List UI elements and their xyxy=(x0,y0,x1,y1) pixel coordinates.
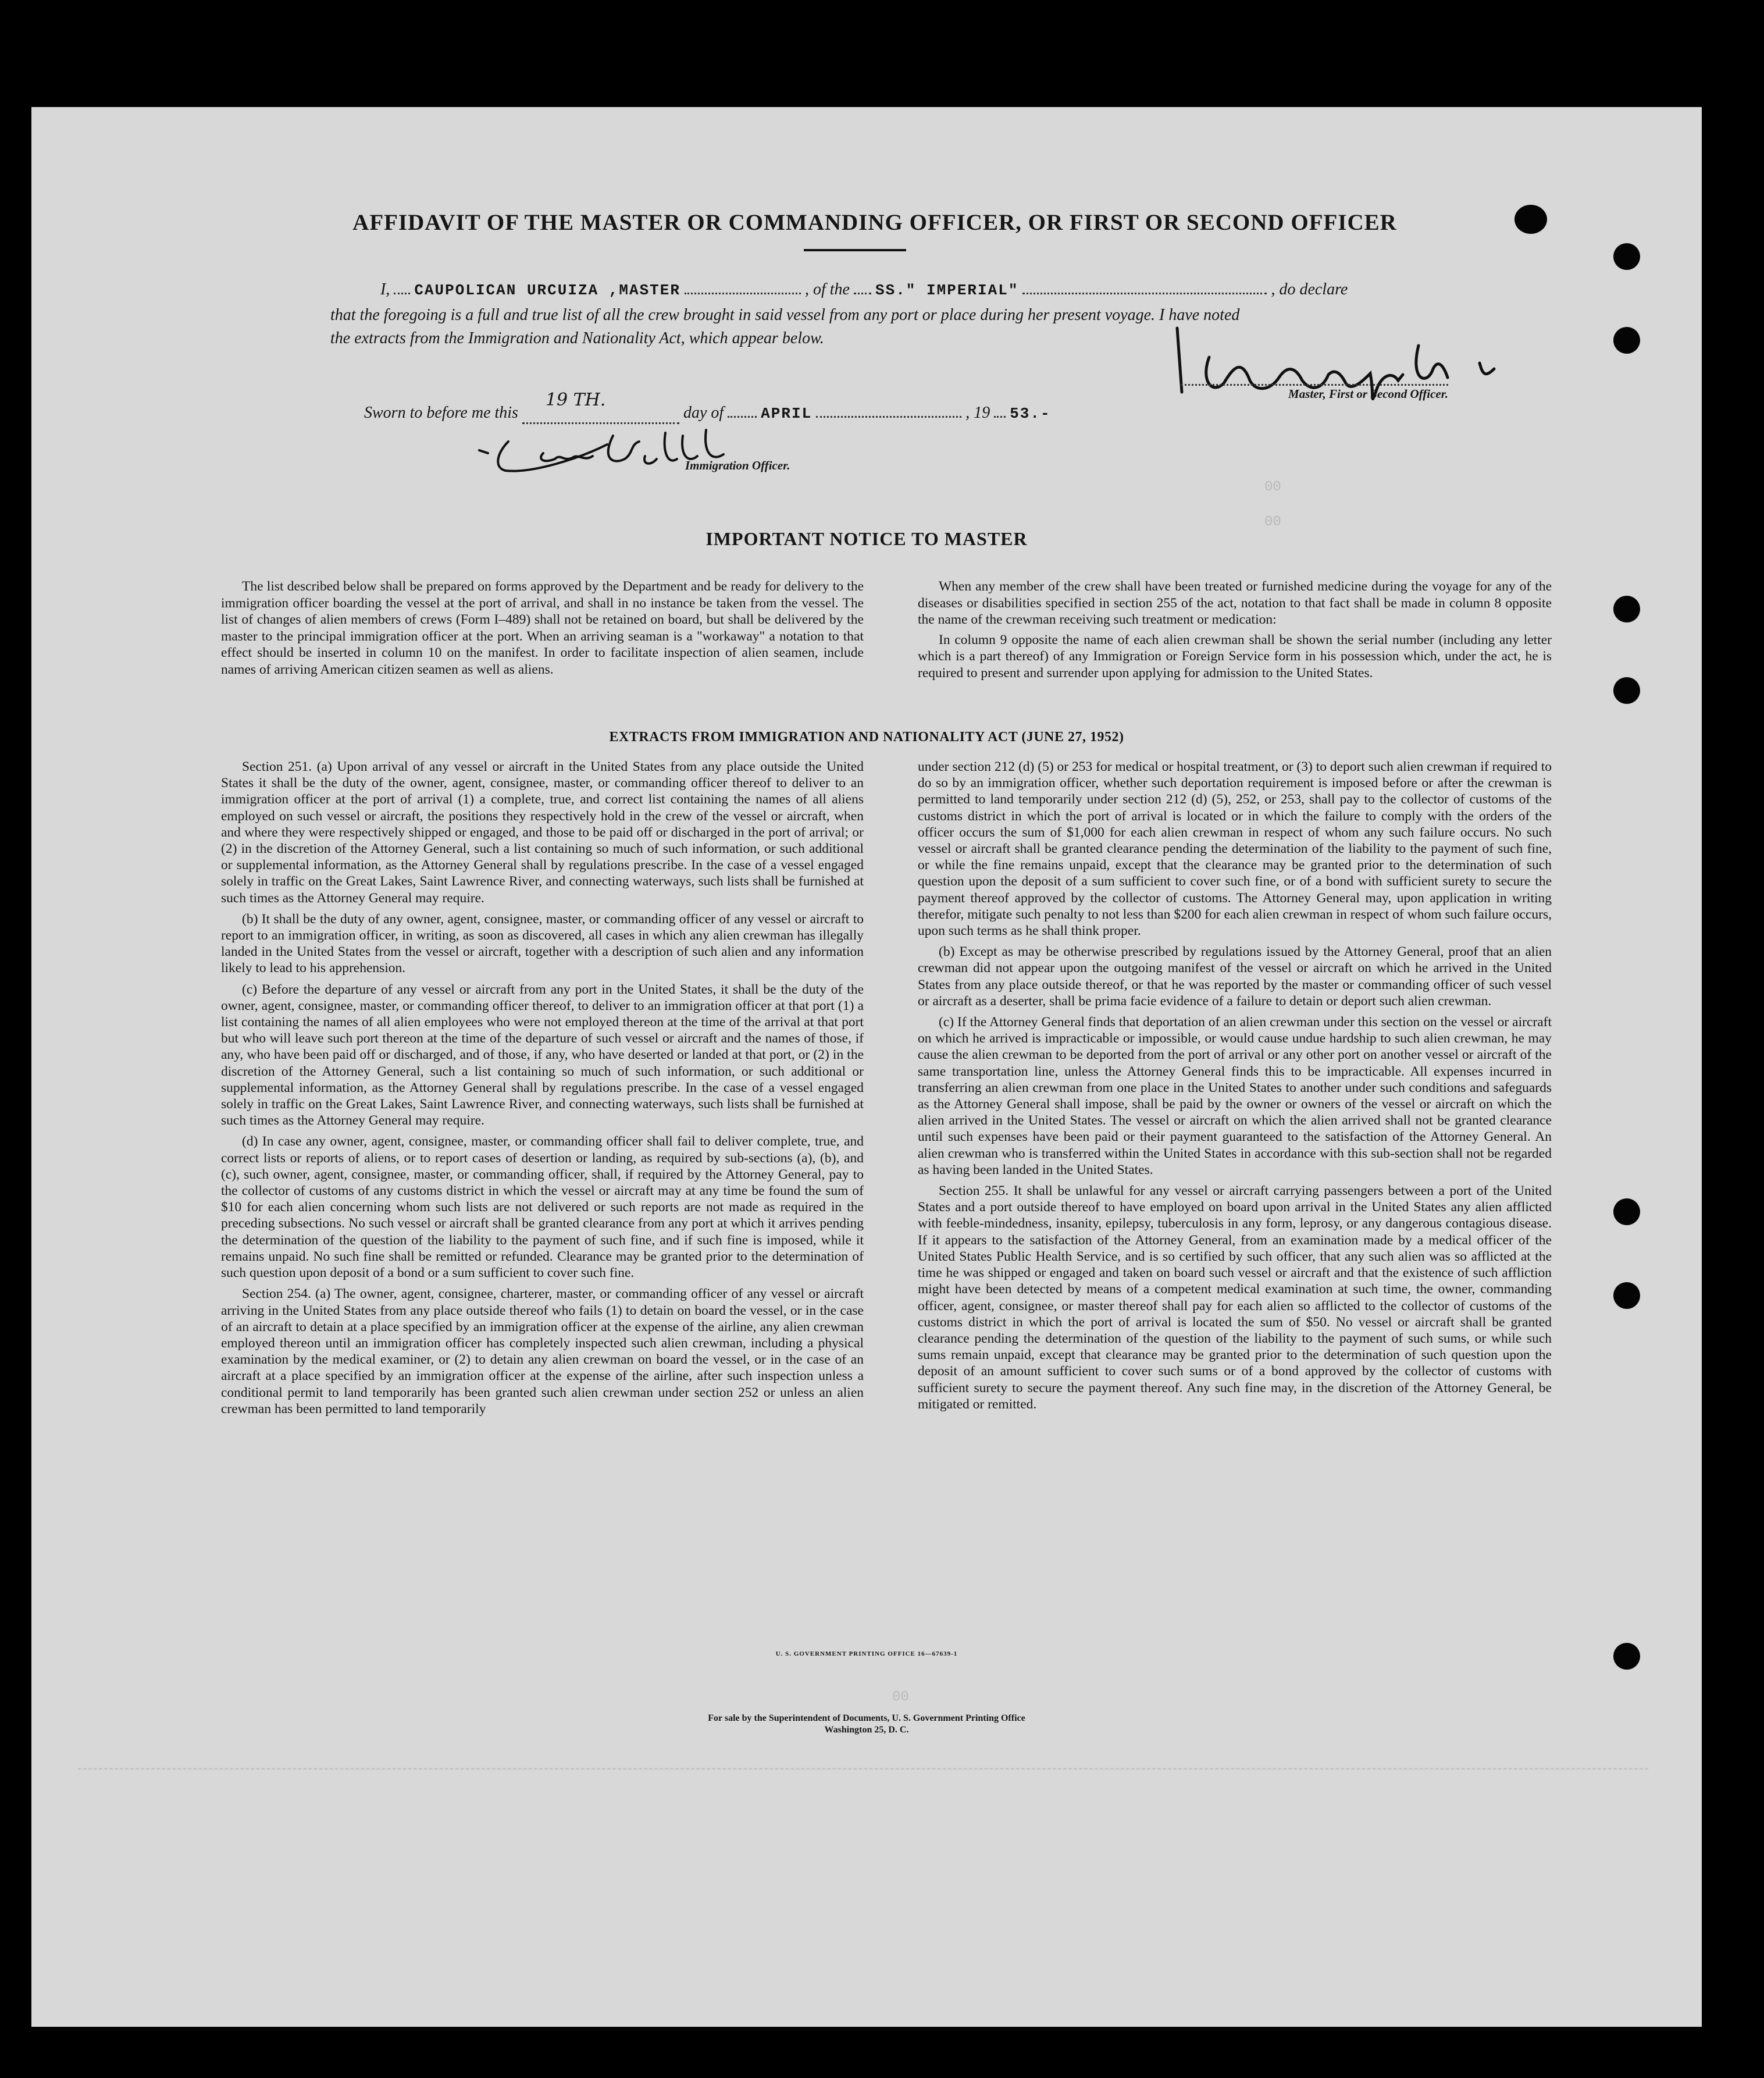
edge-mark xyxy=(78,1768,1648,1770)
extract-paragraph: Section 254. (a) The owner, agent, consignee, charterer, master, or commanding officer of any vessel or aircraft arriving in the United States from any place outside thereof who fails (1) to detain on board the vessel, or in the case of an aircraft to detain at a place specified by an immigration officer at the expense of the airline, any alien crewman employed thereon until an immigration officer has completely inspected such alien crewman, including a physical examination by the medical examiner, or (2) to detain any alien crewman on board the vessel, or in the case of an aircraft at a place specified by an immigration officer at the expense of the airline, after such inspection unless a conditional permit to land temporarily has been granted such alien crewman under section 252 or unless an alien crewman has been permitted to land temporarily xyxy=(221,1286,864,1417)
document-title: AFFIDAVIT OF THE MASTER OR COMMANDING OFFICER, OR FIRST OR SECOND OFFICER xyxy=(352,210,1397,235)
extract-paragraph: (c) Before the departure of any vessel or aircraft from any port in the United States, it shall be the duty of the owner, agent, consignee, master, or commanding officer thereof, to deliver to an immigration officer at that port (1) a list containing the names of all alien employees who were not employed thereon at the time of the arrival at that port but who will leave such port thereon at the time of the departure of such vessel or aircraft and the names of those, if any, who have been paid off or discharged, and of those, if any, who have deserted or landed at that port, or (2) in the discretion of the Attorney General, such a list containing so much of such information, or such additional or supplemental information, as the Attorney General shall by regulations prescribe. In the case of a vessel engaged solely in traffic on the Great Lakes, Saint Lawrence River, and connecting waterways, such lists shall be furnished at such times as the Attorney General may require. xyxy=(221,981,864,1129)
day-of-text: day of xyxy=(683,404,724,422)
extract-paragraph: (c) If the Attorney General finds that deportation of an alien crewman under this section on the vessel or aircraft on which he arrived is impracticable or impossible, or would cause undue hardship to such alien crewman, he may cause the alien crewman to be deported from the port of arrival or any other port on another vessel or aircraft of the same transportation line, unless the Attorney General finds this to be impracticable. All expenses incurred in transferring an alien crewman from one place in the United States to another under such conditions and safeguards as the Attorney General shall impose, shall be paid by the owner or owners of the vessel or aircraft on which the alien arrived in the United States. The vessel or aircraft on which the alien arrived shall not be granted clearance until such expenses have been paid or their payment guaranteed to the satisfaction of the Attorney General. An alien crewman who is transferred within the United States in accordance with this sub-section shall not be regarded as having been landed in the United States. xyxy=(918,1015,1552,1177)
dotted-leader xyxy=(854,293,871,294)
notice-paragraph: In column 9 opposite the name of each alien crewman shall be shown the serial number (including any letter which is a part thereof) of any Immigration or Foreign Service form in his possession which, under the act, he is required to present and surrender upon applying for admission to the United States. xyxy=(918,632,1552,681)
extract-paragraph: (b) Except as may be otherwise prescribed by regulations issued by the Attorney General, proof that an alien crewman did not appear upon the outgoing manifest of the vessel or aircraft on which he arrived in the United States from any place outside thereof, or that he was reported by the master or commanding officer of such vessel or aircraft as a deserter, shall be prima facie evidence of a failure to detain or deport such alien crewman. xyxy=(918,944,1552,1009)
sworn-prefix: Sworn to before me this xyxy=(364,404,518,422)
sworn-day: 19 TH. xyxy=(545,390,606,410)
extract-paragraph: Section 255. It shall be unlawful for any vessel or aircraft carrying passengers between a port of the United States and a port outside thereof to have employed on board upon arrival in the United States any alien afflicted with feeble-mindedness, insanity, epilepsy, tuberculosis in any form, leprosy, or any dangerous contagious disease. If it appears to the satisfaction of the Attorney General, from an examination made by a medical officer of the United States Public Health Service, and is so certified by such officer, that any such alien was so afflicted at the time he was shipped or engaged and taken on board such vessel or aircraft and that the existence of such affliction might have been detected by means of a competent medical examination at such time, the owner, commanding officer, agent, consignee, or master thereof shall pay for each alien so afflicted to the collector of customs of the customs district in which the port of arrival is located the sum of $50. No vessel or aircraft shall be granted clearance pending the determination of the question of the liability to the payment of such sums, or while such sums remain unpaid, except that clearance may be granted prior to the determination of such question upon the deposit of an amount sufficient to cover such sums or of a bond approved by the collector of customs with sufficient surety to secure the payment thereof. Any such fine may, in the discretion of the Attorney General, be mitigated or remitted. xyxy=(918,1183,1552,1412)
notice-left-column xyxy=(221,578,864,678)
punch-hole xyxy=(1613,1643,1640,1670)
title-rule xyxy=(804,249,906,251)
notice-right-column xyxy=(918,578,1552,682)
document-page xyxy=(31,107,1702,2027)
punch-hole xyxy=(1613,1198,1640,1225)
extracts-title: EXTRACTS FROM IMMIGRATION AND NATIONALITY ACT (JUNE 27, 1952) xyxy=(609,730,1124,745)
immigration-officer-caption: Immigration Officer. xyxy=(685,458,790,472)
of-the-text: , of the xyxy=(805,280,850,298)
declarant-name: CAUPOLICAN URCUIZA ,MASTER xyxy=(414,282,680,299)
extract-paragraph: under section 212 (d) (5) or 253 for medical or hospital treatment, or (3) to deport such alien crewman if required to do so by an immigration officer, whether such deportation requirement is imposed before or after the crewman is permitted to land temporarily under section 212 (d) (5), 252, or 253, shall pay to the collector of customs of the customs district in which the port of arrival is located or in which the failure to comply with the orders of the officer occurs the sum of $1,000 for each alien crewman in respect of whom any such failure occurs. No such vessel or aircraft shall be granted clearance pending the determination of the liability to the payment of such fine, or while the fine remains unpaid, except that the clearance may be granted prior to the determination of such question upon the deposit of a sum sufficient to cover such fine, or of a bond with sufficient surety to secure the payment thereof approved by the collector of customs. The Attorney General may, upon application in writing therefor, mitigate such penalty to not less than $200 for each alien crewman in respect of whom such failure occurs, upon such terms as he shall think proper. xyxy=(918,759,1552,939)
dotted-leader xyxy=(685,293,801,294)
master-signature xyxy=(1154,322,1514,415)
dotted-leader xyxy=(1022,293,1267,294)
punch-hole xyxy=(1514,205,1547,234)
declaration-prefix: I, xyxy=(380,280,390,298)
dotted-leader xyxy=(728,416,757,418)
dotted-leader xyxy=(816,416,961,418)
sale-notice-line-1: For sale by the Superintendent of Documents, U. S. Government Printing Office xyxy=(708,1713,1025,1723)
sworn-month: APRIL xyxy=(761,405,812,422)
punch-hole xyxy=(1613,243,1640,270)
bleed-through-texture: 00 xyxy=(892,1689,909,1705)
year-prefix: , 19 xyxy=(965,404,990,422)
declaration-line-1 xyxy=(380,280,1485,299)
extract-paragraph: Section 251. (a) Upon arrival of any vessel or aircraft in the United States from any place outside the United States it shall be the duty of the owner, agent, consignee, master, or commanding officer thereof to deliver to an immigration officer at the port of arrival (1) a complete, true, and correct list containing the names of all aliens employed on such vessel or aircraft, the positions they respectively hold in the crew of the vessel or aircraft, when and where they were respectively shipped or engaged, and those to be paid off or discharged in the port of arrival; or (2) in the discretion of the Attorney General, such a list containing so much of such information, or such additional or supplemental information, as the Attorney General shall by regulations prescribe. In the case of a vessel engaged solely in traffic on the Great Lakes, Saint Lawrence River, and connecting waterways, such lists shall be furnished at such times as the Attorney General may require. xyxy=(221,759,864,906)
notice-paragraph: When any member of the crew shall have been treated or furnished medicine during the voyage for any of the diseases or disabilities specified in section 255 of the act, notation to that fact shall be made in column 8 opposite the name of the crewman receiving such treatment or medication: xyxy=(918,579,1552,628)
declaration-line-2: that the foregoing is a full and true list of all the crew brought in said vessel from any port or place during her present voyage. I have noted xyxy=(330,306,1240,324)
extracts-left-column xyxy=(221,759,864,1422)
punch-hole xyxy=(1613,1282,1640,1309)
notice-title: IMPORTANT NOTICE TO MASTER xyxy=(705,528,1028,549)
sale-notice xyxy=(31,1713,1702,1736)
master-signature-caption: Master, First or Second Officer. xyxy=(1181,384,1448,401)
dotted-leader xyxy=(994,416,1006,418)
extract-paragraph: (d) In case any owner, agent, consignee, master, or commanding officer shall fail to deliver complete, true, and correct lists or reports of aliens, or to report cases of desertion or landing, as required by sub-sections (a), (b), and (c), such owner, agent, consignee, master, or commanding officer, shall, if required by the Attorney General, pay to the collector of customs of any customs district in which the vessel or aircraft may at any time be found the sum of $10 for each alien concerning whom such lists are not delivered or such reports are not made as required in the preceding subsections. No such vessel or aircraft shall be granted clearance from any port at which it arrives pending the determination of the question of the liability to the payment of such fine, and if such fine is imposed, while it remains unpaid. No such fine shall be remitted or refunded. Clearance may be granted prior to the determination of such question upon deposit of a bond or a sum sufficient to cover such fine. xyxy=(221,1134,864,1281)
gpo-imprint: U. S. GOVERNMENT PRINTING OFFICE 16—67639-1 xyxy=(775,1650,958,1657)
punch-hole xyxy=(1613,596,1640,622)
sworn-year: 53.- xyxy=(1010,405,1051,422)
vessel-name: SS." IMPERIAL" xyxy=(875,282,1019,299)
punch-hole xyxy=(1613,327,1640,354)
sale-notice-line-2: Washington 25, D. C. xyxy=(824,1725,909,1735)
notice-paragraph: The list described below shall be prepared on forms approved by the Department and be ready for delivery to the immigration officer boarding the vessel at the port of arrival, and shall in no instance be taken from the vessel. The list of changes of alien members of crews (Form I–489) shall not be retained on board, but shall be delivered by the master to the principal immigration officer at the port. When an arriving seaman is a "workaway" a notation to that effect should be inserted in column 10 on the manifest. In order to facilitate inspection of alien seamen, include names of arriving American citizen seamen as well as aliens. xyxy=(221,579,864,677)
dotted-leader xyxy=(394,293,410,294)
bleed-through-texture: 00 xyxy=(1264,479,1281,495)
do-declare-text: , do declare xyxy=(1271,280,1348,298)
punch-hole xyxy=(1613,677,1640,704)
declaration-line-3: the extracts from the Immigration and Nationality Act, which appear below. xyxy=(330,329,824,347)
extract-paragraph: (b) It shall be the duty of any owner, agent, consignee, master, or commanding officer of any vessel or aircraft to report to an immigration officer, in writing, as soon as discovered, all cases in which any alien crewman has illegally landed in the United States from the vessel or aircraft, together with a description of such alien and any information likely to lead to his apprehension. xyxy=(221,911,864,976)
bleed-through-texture: 00 xyxy=(1264,514,1281,530)
extracts-right-column xyxy=(918,759,1552,1417)
